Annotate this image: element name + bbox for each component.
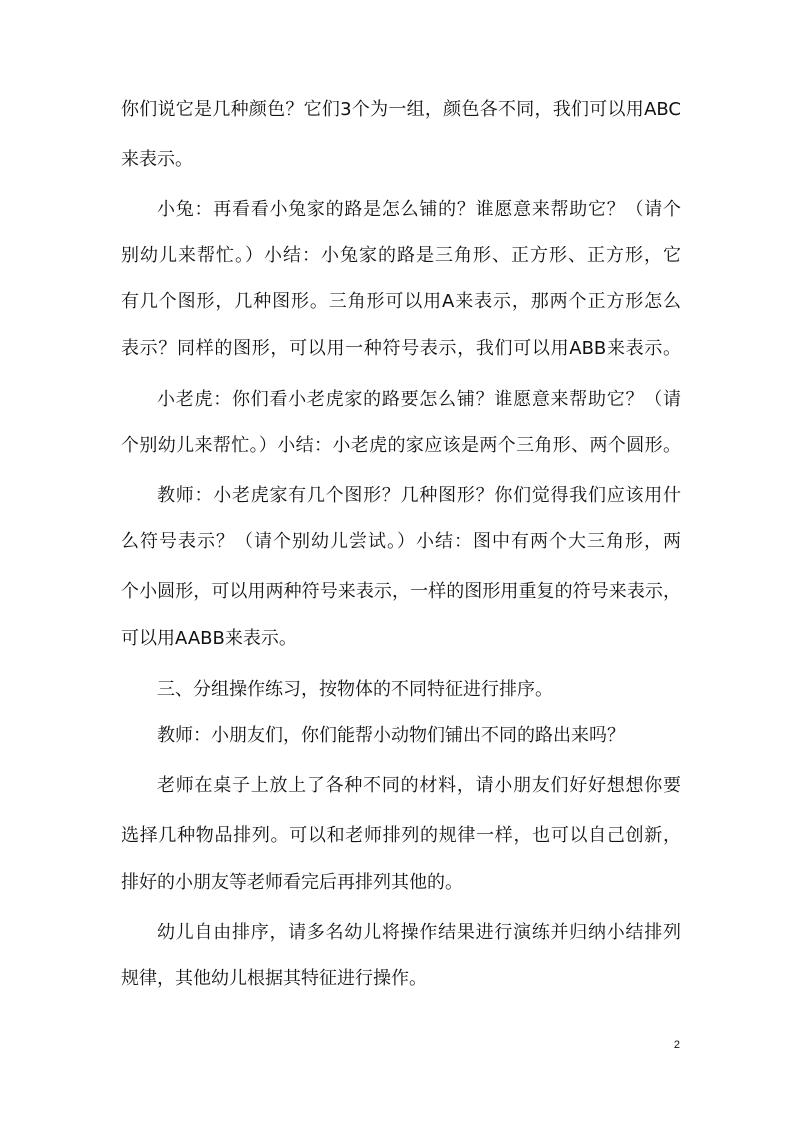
text-line: 个小圆形，可以用两种符号来表示，一样的图形用重复的符号来表示， bbox=[121, 581, 681, 602]
text-line: 可以用AABB来表示。 bbox=[121, 628, 297, 649]
text-line: 幼儿自由排序，请多名幼儿将操作结果进行演练并归纳小结排列 bbox=[157, 922, 681, 943]
text-line: 表示？同样的图形，可以用一种符号表示，我们可以用ABB来表示。 bbox=[121, 338, 681, 359]
text-line: 规律，其他幼儿根据其特征进行操作。 bbox=[121, 968, 427, 989]
text-line: 来表示。 bbox=[121, 149, 193, 170]
text-line: 教师：小朋友们，你们能帮小动物们铺出不同的路出来吗？ bbox=[157, 725, 625, 746]
text-line: 小老虎：你们看小老虎家的路要怎么铺？谁愿意来帮助它？（请 bbox=[157, 389, 681, 410]
text-line: 你们说它是几种颜色？它们3个为一组，颜色各不同，我们可以用ABC bbox=[121, 99, 681, 120]
text-line: 老师在桌子上放上了各种不同的材料，请小朋友们好好想想你要 bbox=[157, 775, 681, 796]
section-heading: 三、分组操作练习，按物体的不同特征进行排序。 bbox=[157, 679, 553, 700]
text-line: 么符号表示？（请个别幼儿尝试。）小结：图中有两个大三角形，两 bbox=[121, 531, 681, 552]
page-number: 2 bbox=[673, 1039, 680, 1051]
text-line: 小兔：再看看小兔家的路是怎么铺的？谁愿意来帮助它？（请个 bbox=[157, 199, 681, 220]
text-line: 排好的小朋友等老师看完后再排列其他的。 bbox=[121, 872, 463, 893]
text-line: 选择几种物品排列。可以和老师排列的规律一样，也可以自己创新， bbox=[121, 825, 681, 846]
text-line: 教师：小老虎家有几个图形？几种图形？你们觉得我们应该用什 bbox=[157, 485, 681, 506]
text-line: 有几个图形，几种图形。三角形可以用A来表示，那两个正方形怎么 bbox=[121, 291, 681, 312]
text-line: 别幼儿来帮忙。）小结：小兔家的路是三角形、正方形、正方形，它 bbox=[121, 245, 681, 266]
text-line: 个别幼儿来帮忙。）小结：小老虎的家应该是两个三角形、两个圆形。 bbox=[121, 435, 681, 456]
